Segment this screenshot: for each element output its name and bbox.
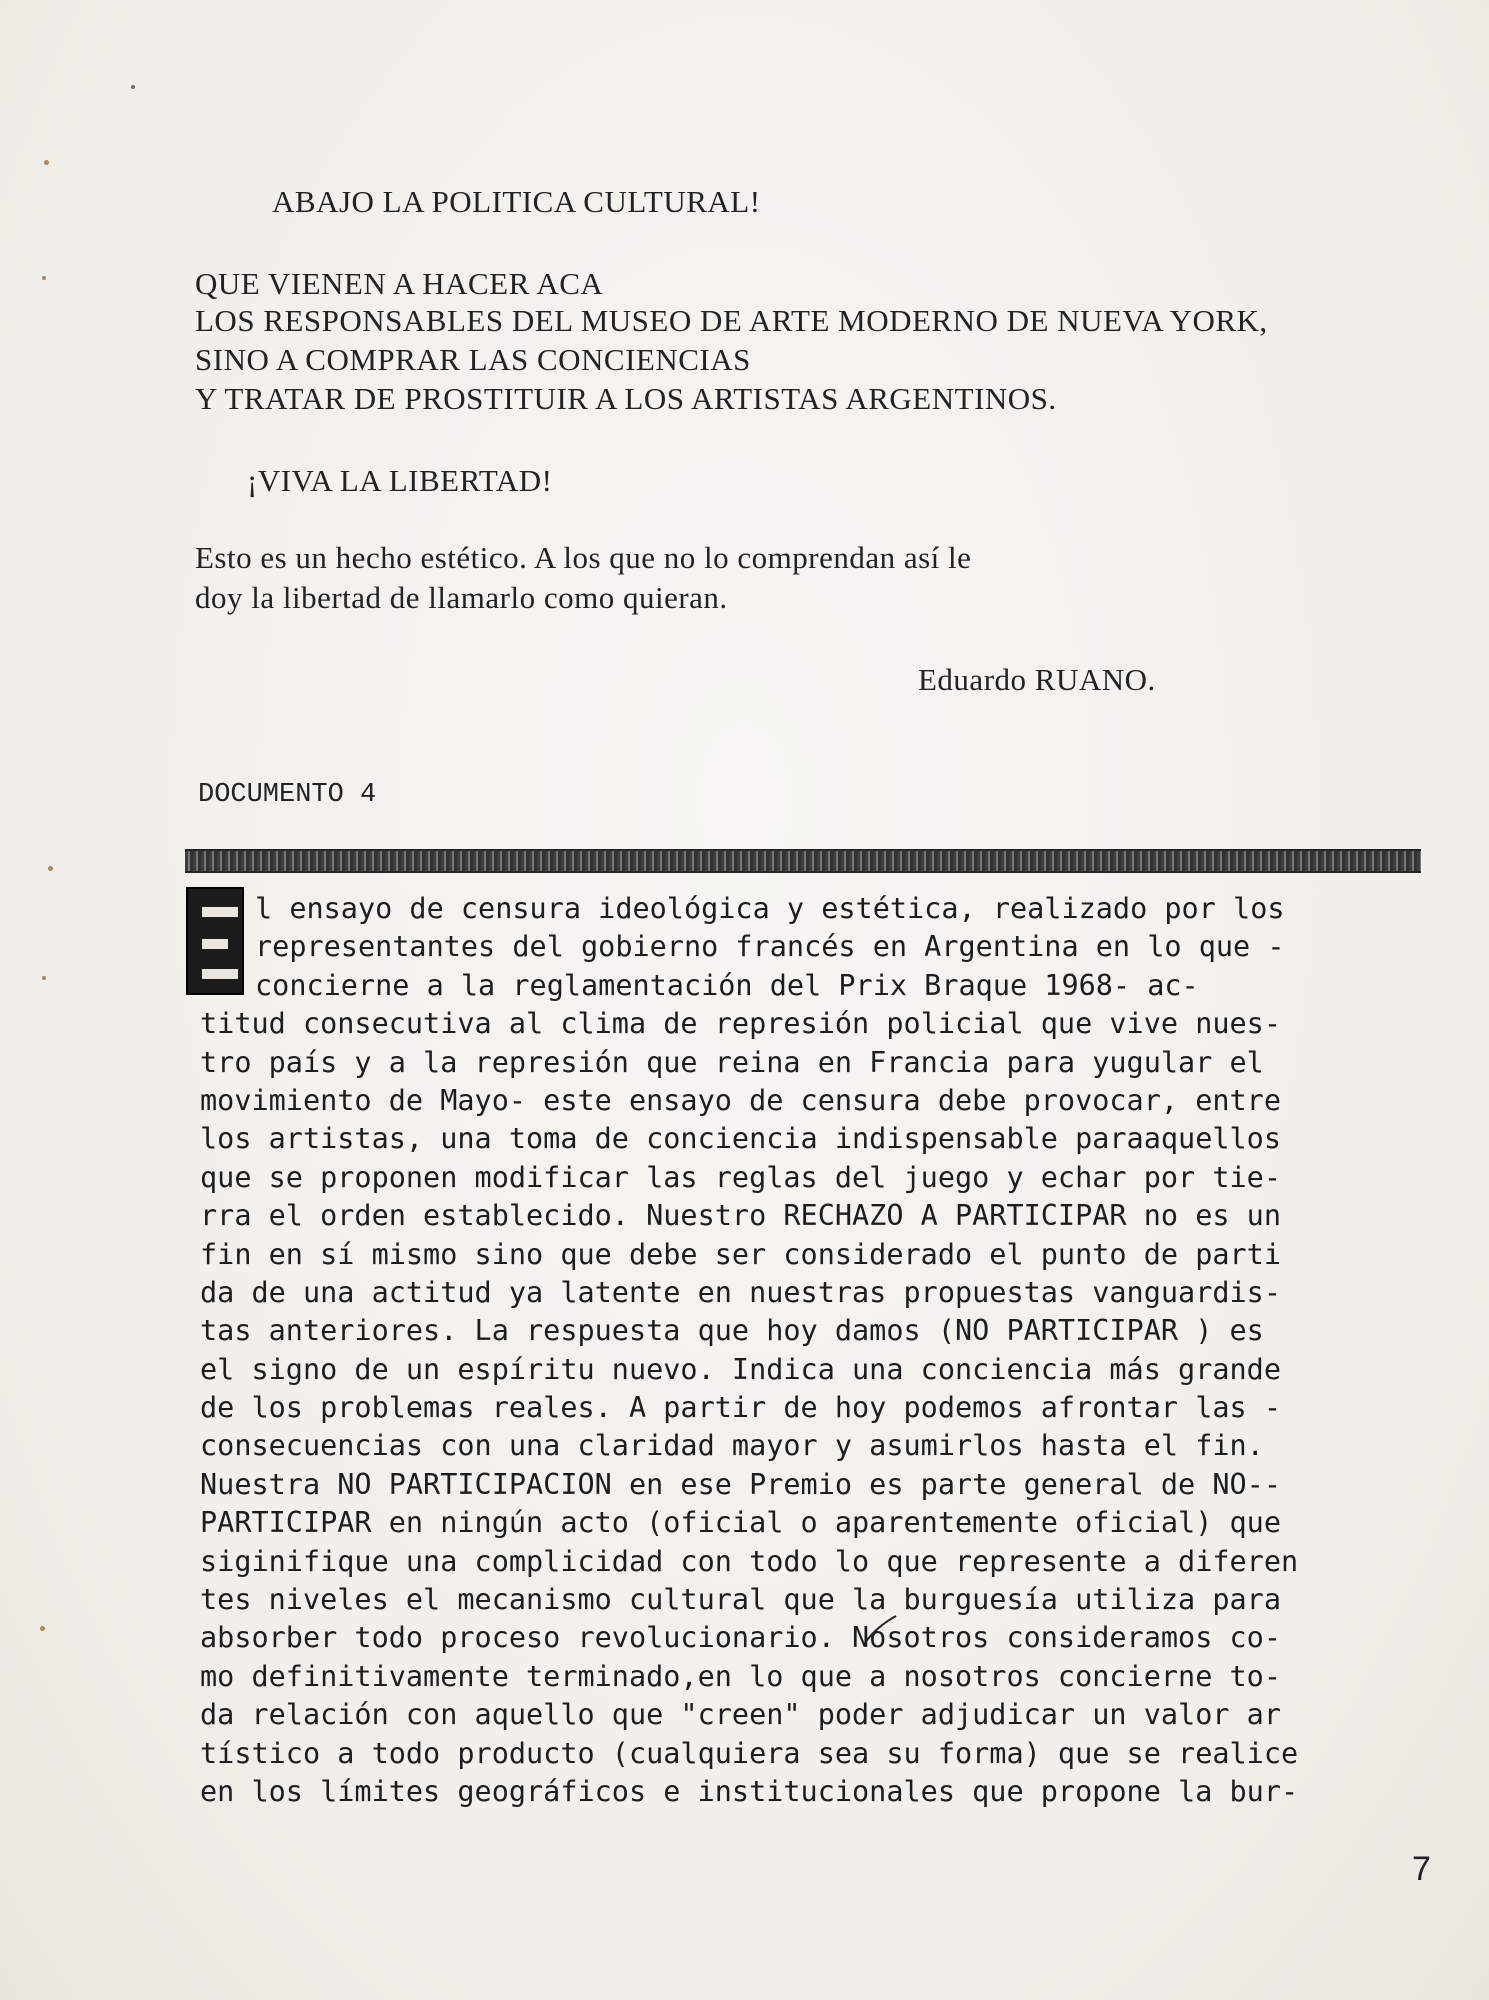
body-line: consecuencias con una claridad mayor y asumirlos hasta el fin. bbox=[200, 1429, 1264, 1463]
scan-speck bbox=[42, 976, 46, 980]
manifesto-title: ABAJO LA POLITICA CULTURAL! bbox=[272, 184, 761, 219]
body-line: en los límites geográficos e institucionales que propone la bur- bbox=[200, 1774, 1299, 1808]
page-number: 7 bbox=[1412, 1850, 1431, 1888]
manifesto-statement-line: Esto es un hecho estético. A los que no lo comprendan así le bbox=[195, 540, 972, 575]
manifesto-signature: Eduardo RUANO. bbox=[918, 662, 1156, 697]
body-line: rra el orden establecido. Nuestro RECHAZO A PARTICIPAR no es un bbox=[200, 1199, 1281, 1233]
scan-speck bbox=[40, 1626, 45, 1631]
body-line: Nuestra NO PARTICIPACION en ese Premio es parte general de NO-- bbox=[200, 1467, 1281, 1501]
body-line: mo definitivamente terminado,en lo que a nosotros concierne to- bbox=[200, 1659, 1281, 1693]
body-line: PARTICIPAR en ningún acto (oficial o aparentemente oficial) que bbox=[200, 1506, 1281, 1540]
body-line: l ensayo de censura ideológica y estética, realizado por los bbox=[255, 892, 1285, 925]
manifesto-statement-line: doy la libertad de llamarlo como quieran. bbox=[195, 580, 728, 615]
manifesto-line: QUE VIENEN A HACER ACA bbox=[195, 266, 604, 301]
body-line: que se proponen modificar las reglas del juego y echar por tie- bbox=[200, 1160, 1281, 1194]
body-line: movimiento de Mayo- este ensayo de censura debe provocar, entre bbox=[200, 1083, 1281, 1117]
body-line: absorber todo proceso revolucionario. Nosotros consideramos co- bbox=[200, 1621, 1281, 1655]
body-line: tístico a todo producto (cualquiera sea su forma) que se realice bbox=[200, 1736, 1299, 1770]
manifesto-line: SINO A COMPRAR LAS CONCIENCIAS bbox=[195, 342, 751, 377]
body-line: de los problemas reales. A partir de hoy podemos afrontar las - bbox=[200, 1391, 1281, 1425]
section-divider bbox=[185, 849, 1421, 873]
scan-speck bbox=[131, 85, 135, 89]
body-line: da relación con aquello que "creen" poder adjudicar un valor ar bbox=[200, 1698, 1281, 1732]
body-line: concierne a la reglamentación del Prix Braque 1968- ac- bbox=[255, 968, 1199, 1002]
document-body bbox=[200, 890, 1430, 1811]
body-line: fin en sí mismo sino que debe ser considerado el punto de parti bbox=[200, 1237, 1281, 1271]
body-line: tes niveles el mecanismo cultural que la burguesía utiliza para bbox=[200, 1583, 1281, 1617]
body-line: da de una actitud ya latente en nuestras propuestas vanguardis- bbox=[200, 1275, 1281, 1309]
body-line: los artistas, una toma de conciencia indispensable paraaquellos bbox=[200, 1122, 1281, 1156]
pen-mark-icon bbox=[860, 1612, 900, 1648]
manifesto-line: Y TRATAR DE PROSTITUIR A LOS ARTISTAS ARGENTINOS. bbox=[195, 381, 1057, 416]
body-line: siginifique una complicidad con todo lo que represente a diferen bbox=[200, 1544, 1299, 1578]
body-line: el signo de un espíritu nuevo. Indica una conciencia más grande bbox=[200, 1352, 1281, 1386]
body-line: tro país y a la represión que reina en Francia para yugular el bbox=[200, 1045, 1264, 1079]
body-line: titud consecutiva al clima de represión policial que vive nues- bbox=[200, 1007, 1281, 1041]
scan-speck bbox=[44, 160, 49, 165]
body-line: representantes del gobierno francés en Argentina en lo que - bbox=[255, 930, 1285, 964]
scan-speck bbox=[48, 866, 53, 871]
document-label: DOCUMENTO 4 bbox=[198, 780, 377, 810]
scan-speck bbox=[42, 276, 46, 280]
body-line: tas anteriores. La respuesta que hoy damos (NO PARTICIPAR ) es bbox=[200, 1314, 1264, 1348]
manifesto-line: LOS RESPONSABLES DEL MUSEO DE ARTE MODERNO DE NUEVA YORK, bbox=[195, 303, 1268, 338]
manifesto-exclamation: ¡VIVA LA LIBERTAD! bbox=[247, 463, 553, 498]
